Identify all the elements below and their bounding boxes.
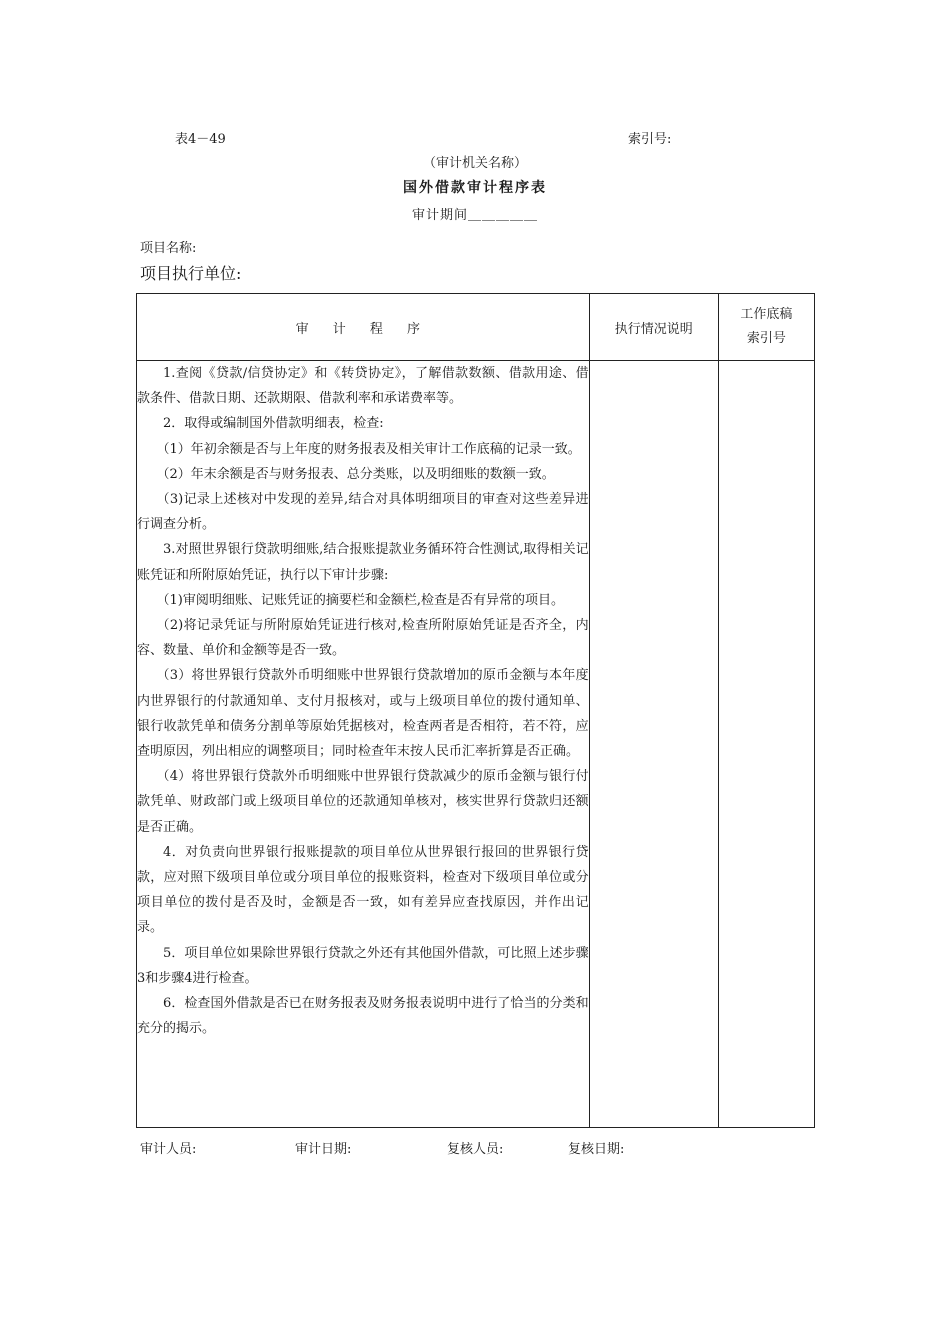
table-row xyxy=(137,361,815,1128)
reviewer-label: 复核人员: xyxy=(447,1142,504,1157)
execution-cell[interactable] xyxy=(589,361,718,1128)
step-4: 4．对负责向世界银行报账提款的项目单位从世界银行报回的世界银行贷款，应对照下级项目单位或分项目单位的报账资料，检查对下级项目单位或分项目单位的拨付是否及时，金额是否一致，如有差异应查找原因，并作出记录。 xyxy=(137,844,589,936)
header-procedure: 审 计 程 序 xyxy=(137,294,590,361)
step-2: 2．取得或编制国外借款明细表，检查: xyxy=(163,416,384,432)
step-5: 5．项目单位如果除世界银行贷款之外还有其他国外借款，可比照上述步骤3和步骤4进行检查。 xyxy=(137,945,589,986)
auditor-label: 审计人员: xyxy=(140,1142,197,1157)
workpaper-index-cell[interactable] xyxy=(718,361,814,1128)
audit-procedure-table xyxy=(136,293,815,1128)
header-execution: 执行情况说明 xyxy=(589,294,718,361)
project-unit-label: 项目执行单位: xyxy=(140,264,242,283)
index-number-label: 索引号: xyxy=(628,132,672,147)
table-header-row xyxy=(137,294,815,361)
page-title: 国外借款审计程序表 xyxy=(403,180,547,196)
step-2-2: （2）年末余额是否与财务报表、总分类账，以及明细账的数额一致。 xyxy=(156,466,555,482)
step-3-4: （4）将世界银行贷款外币明细账中世界银行贷款减少的原币金额与银行付款凭单、财政部门或上级项目单位的还款通知单核对，核实世界行贷款归还额是否正确。 xyxy=(137,769,589,835)
step-3: 3.对照世界银行贷款明细账,结合报账提款业务循环符合性测试,取得相关记账凭证和所附原始凭证，执行以下审计步骤: xyxy=(137,542,589,583)
step-3-1: （1)审阅明细账、记账凭证的摘要栏和金额栏,检查是否有异常的项目。 xyxy=(156,592,564,608)
step-1: 1.查阅《贷款/信贷协定》和《转贷协定》，了解借款数额、借款用途、借款条件、借款日期、还款期限、借款利率和承诺费率等。 xyxy=(137,366,589,407)
step-2-3: （3)记录上述核对中发现的差异,结合对具体明细项目的审查对这些差异进行调查分析。 xyxy=(137,492,589,533)
audit-date-label: 审计日期: xyxy=(295,1142,352,1157)
project-name-label: 项目名称: xyxy=(140,241,197,256)
form-number: 表4－49 xyxy=(175,132,226,147)
step-6: 6．检查国外借款是否已在财务报表及财务报表说明中进行了恰当的分类和充分的揭示。 xyxy=(137,996,589,1037)
procedure-cell xyxy=(137,361,590,1128)
audit-org-name: （审计机关名称） xyxy=(422,156,527,171)
step-3-3: （3）将世界银行贷款外币明细账中世界银行贷款增加的原币金额与本年度内世界银行的付款通知单、支付月报核对，或与上级项目单位的拨付通知单、银行收款凭单和债务分割单等原始凭据核对，检查两者是否相符，若不符，应查明原因，列出相应的调整项目；同时检查年末按人民币汇率折算是否正确。 xyxy=(137,668,589,760)
header-workpaper-index: 工作底稿 索引号 xyxy=(718,294,814,361)
review-date-label: 复核日期: xyxy=(568,1142,625,1157)
step-3-2: （2)将记录凭证与所附原始凭证进行核对,检查所附原始凭证是否齐全，内容、数量、单价和金额等是否一致。 xyxy=(137,618,589,659)
audit-period: 审计期间＿＿＿＿＿ xyxy=(411,208,538,223)
step-2-1: （1）年初余额是否与上年度的财务报表及相关审计工作底稿的记录一致。 xyxy=(156,441,581,457)
